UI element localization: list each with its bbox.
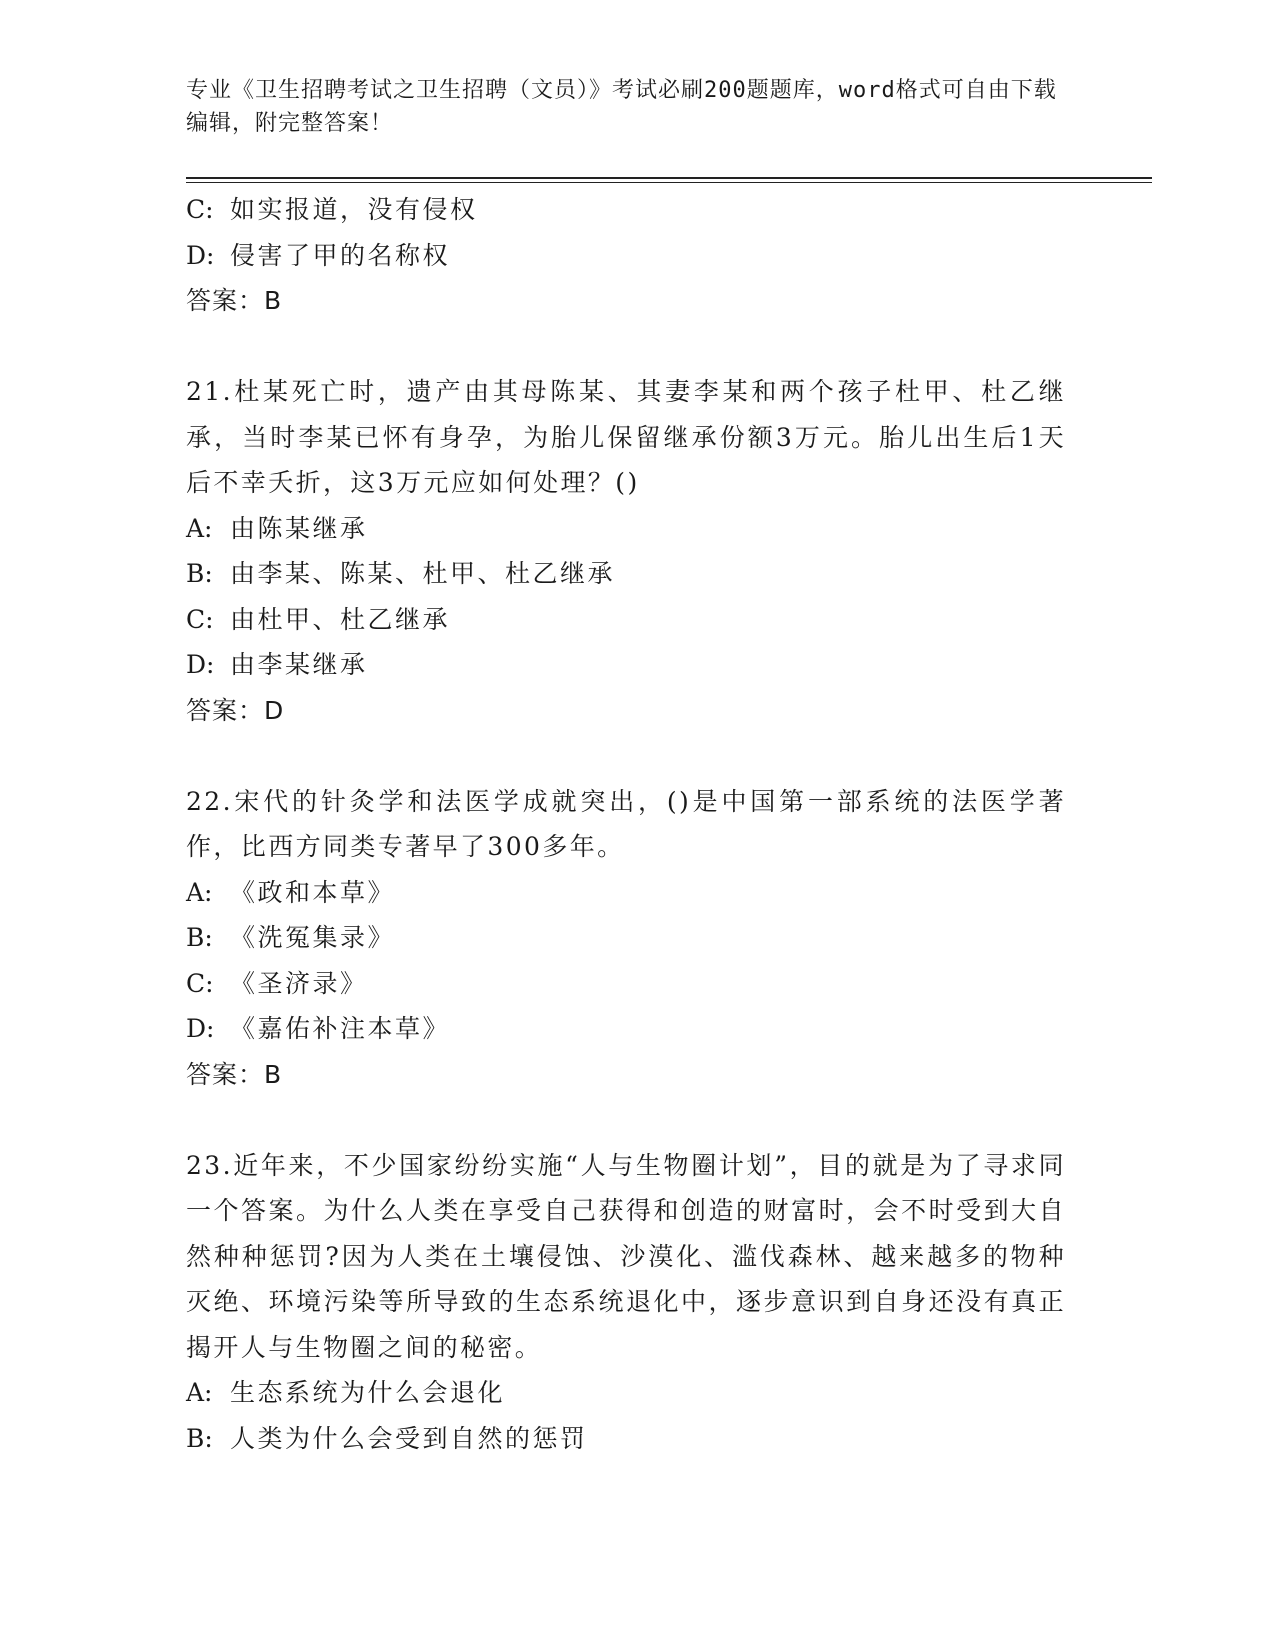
option-key: B: [186,923,213,952]
question-22 [186,779,1066,1098]
option-key: C: [186,968,214,998]
option-key: C: [186,195,214,224]
option-text: 由杜甲、杜乙继承 [230,604,451,634]
option-a [186,870,1066,916]
option-key: D: [186,1014,215,1043]
option-a [186,1370,1066,1416]
option-b [186,915,1066,961]
option-text: 《圣济录》 [230,968,368,998]
option-text: 人类为什么会受到自然的惩罚 [230,1423,588,1453]
option-text: 由李某、陈某、杜甲、杜乙继承 [230,559,616,588]
option-text: 《政和本草》 [230,877,396,907]
option-key: D: [186,240,215,270]
document-header: 专业《卫生招聘考试之卫生招聘（文员）》考试必刷200题题库，word格式可自由下载编辑，附完整答案！ [186,78,1057,136]
option-d [186,1006,1066,1052]
question-stem: 23.近年来，不少国家纷纷实施“人与生物圈计划”，目的就是为了寻求同一个答案。为什么人类在享受自己获得和创造的财富时，会不时受到大自然种种惩罚?因为人类在土壤侵蚀、沙漠化、滥伐森林、越来越多的物种灭绝、环境污染等所导致的生态系统退化中，逐步意识到自身还没有真正揭开人与生物圈之间的秘密。 [186,1150,1066,1362]
answer-line: 答案：B [186,286,283,315]
question-stem: 21.杜某死亡时，遗产由其母陈某、其妻李某和两个孩子杜甲、杜乙继承，当时李某已怀有身孕，为胎儿保留继承份额3万元。胎儿出生后1天后不幸夭折，这3万元应如何处理？() [186,377,1066,497]
spacer [186,733,1066,779]
option-key: C: [186,604,214,634]
option-text: 由李某继承 [230,650,368,679]
option-b [186,1416,1066,1462]
option-a [186,506,1066,552]
option-text: 由陈某继承 [230,513,368,543]
header-divider-thick [186,177,1152,179]
option-c [186,187,1066,233]
option-text: 如实报道，没有侵权 [230,195,478,224]
option-text: 生态系统为什么会退化 [230,1378,506,1407]
option-b [186,551,1066,597]
option-key: A: [186,513,213,543]
option-key: A: [186,877,213,907]
option-key: B: [186,559,213,588]
header-divider-thin [186,182,1152,183]
option-key: A: [186,1378,213,1407]
option-d [186,233,1066,279]
question-21 [186,369,1066,733]
answer-line: 答案：D [186,695,285,725]
spacer [186,1097,1066,1143]
option-key: B: [186,1423,213,1453]
question-stem: 22.宋代的针灸学和法医学成就突出，()是中国第一部系统的法医学著作，比西方同类专著早了300多年。 [186,786,1066,861]
option-text: 《嘉佑补注本草》 [230,1014,451,1043]
spacer [186,324,1066,370]
option-key: D: [186,650,215,679]
option-d [186,642,1066,688]
option-text: 《洗冤集录》 [230,923,396,952]
option-c [186,961,1066,1007]
document-body [186,187,1066,1461]
option-c [186,597,1066,643]
option-text: 侵害了甲的名称权 [230,240,451,270]
question-23 [186,1143,1066,1462]
question-20-continuation [186,187,1066,324]
answer-line: 答案：B [186,1059,283,1089]
